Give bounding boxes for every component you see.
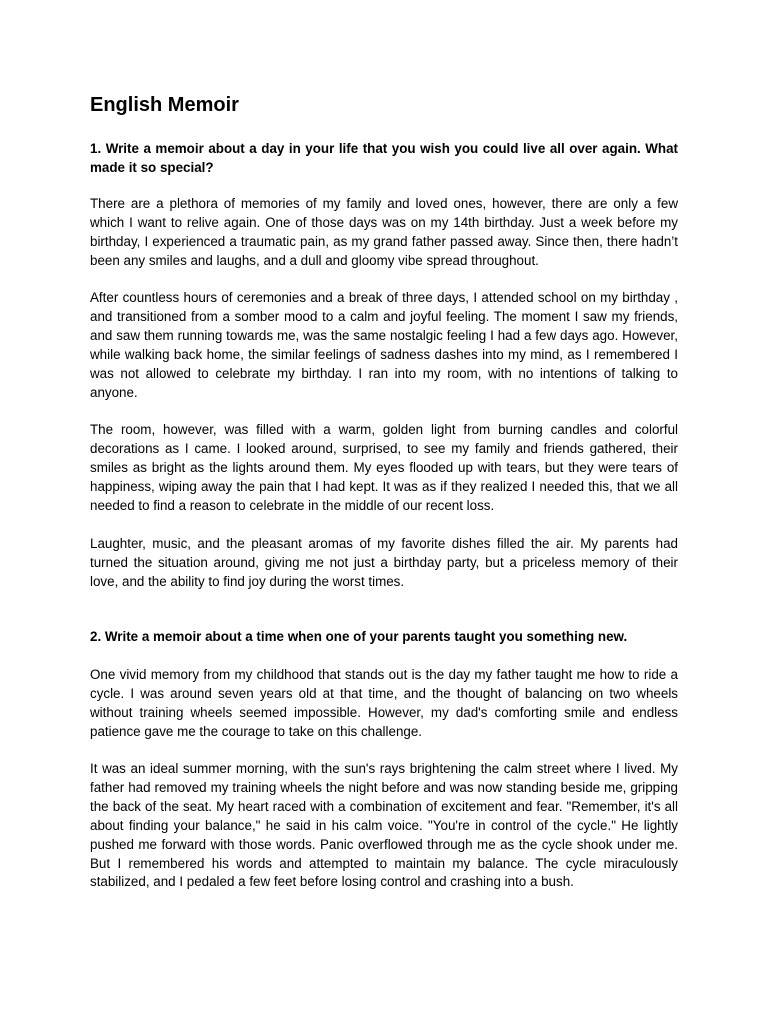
- answer-1-paragraph-4: Laughter, music, and the pleasant aromas of my favorite dishes filled the air. My parents had turned the situation around, giving me not just a birthday party, but a priceless memory of their love, and the ability to find joy during the worst times.: [90, 536, 678, 589]
- question-1: 1. Write a memoir about a day in your life that you wish you could live all over again. What made it so special?: [90, 141, 678, 175]
- answer-2-paragraph-2: It was an ideal summer morning, with the sun's rays brightening the calm street where I lived. My father had removed my training wheels the night before and was now standing beside me, gripping the back of the seat. My heart raced with a combination of excitement and fear. "Remember, it's all about finding your balance," he said in his calm voice. "You're in control of the cycle." He lightly pushed me forward with those words. Panic overflowed through me as the cycle shook under me. But I remembered his words and attempted to maintain my balance. The cycle miraculously stabilized, and I pedaled a few feet before losing control and crashing into a bush.: [90, 761, 678, 890]
- document-title: English Memoir: [90, 94, 239, 116]
- question-2: 2. Write a memoir about a time when one of your parents taught you something new.: [90, 629, 628, 644]
- answer-1-paragraph-1: There are a plethora of memories of my family and loved ones, however, there are only a few which I want to relive again. One of those days was on my 14th birthday. Just a week before my birthday, I experienced a traumatic pain, as my grand father passed away. Since then, there hadn’t been any smiles and laughs, and a dull and gloomy vibe spread throughout.: [90, 196, 678, 268]
- answer-1-paragraph-2: After countless hours of ceremonies and a break of three days, I attended school on my birthday , and transitioned from a somber mood to a calm and joyful feeling. The moment I saw my friends, and saw them running towards me, was the same nostalgic feeling I had a few days ago. However, while walking back home, the similar feelings of sadness dashes into my mind, as I remembered I was not allowed to celebrate my birthday. I ran into my room, with no intentions of talking to anyone.: [90, 290, 678, 400]
- document-page: [90, 0, 678, 1024]
- answer-2-paragraph-1: One vivid memory from my childhood that stands out is the day my father taught me how to ride a cycle. I was around seven years old at that time, and the thought of balancing on two wheels without training wheels seemed impossible. However, my dad's comforting smile and endless patience gave me the courage to take on this challenge.: [90, 667, 678, 739]
- answer-1-paragraph-3: The room, however, was filled with a warm, golden light from burning candles and colorful decorations as I came. I looked around, surprised, to see my family and friends gathered, their smiles as bright as the lights around them. My eyes flooded up with tears, but they were tears of happiness, wiping away the pain that I had kept. It was as if they realized I needed this, that we all needed to find a reason to celebrate in the middle of our recent loss.: [90, 422, 678, 513]
